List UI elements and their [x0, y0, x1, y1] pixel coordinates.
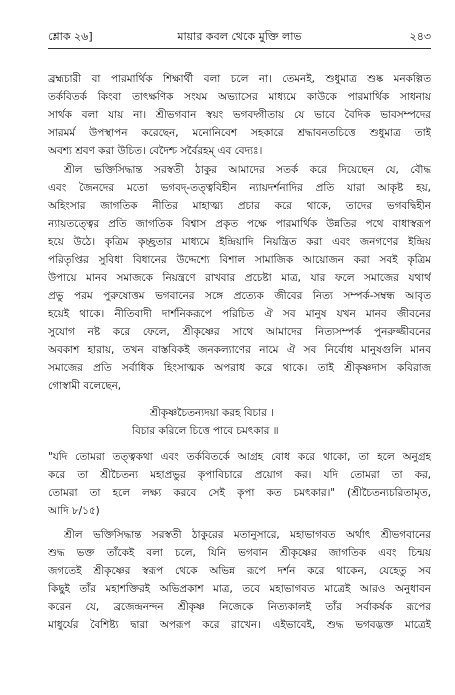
- header-rule: [48, 48, 431, 49]
- text-line: প্রভু পরম পুরুষোত্তম ভগবানের সঙ্গে প্রত্যেক জীবের নিত্য সম্পর্ক-সম্বন্ধ আবৃত: [48, 290, 431, 302]
- running-header: [48, 28, 431, 48]
- page-number: ২৪৩: [409, 30, 431, 43]
- verse-reference: শ্লোক ২৬]: [48, 30, 93, 43]
- text-line: জগতেই শ্রীকৃষ্ণের স্বরূপ থেকে অভিন্ন রূপে দর্শন করে থাকেন, যেহেতু সব: [48, 565, 431, 577]
- text-line: পরিতৃপ্তির সুবিধা বিধানের উদ্দেশ্যে বিশাল সামাজিক আয়োজন করা সবই কৃত্রিম: [48, 254, 431, 266]
- text-line: করেন যে, ব্রজেন্দ্রনন্দন শ্রীকৃষ্ণ নিজেকে নিত্যকালই তাঁর সর্বাকর্ষক রূপের: [48, 601, 431, 613]
- text-line: হয়েই থাকে। নীতিবাদী দার্শনিকরূপে পরিচিত ঐ সব মানুষ যখন মানব জীবনের: [48, 308, 431, 320]
- text-line: শ্রীল ভক্তিসিদ্ধান্ত সরস্বতী ঠাকুর আমাদের সতর্ক করে দিয়েছেন যে, বৌদ্ধ: [64, 164, 431, 176]
- text-line: সুযোগ নষ্ট করে ফেলে, শ্রীকৃষ্ণের সাথে আমাদের নিত্যসম্পর্ক পুনরুজ্জীবনের: [48, 326, 431, 338]
- text-line: অবকাশ হারায়, তখন বাস্তবিকই জনকল্যাণের নামে ঐ সব নির্বোধ মানুষগুলি মানব: [48, 344, 431, 356]
- text-line: মাধুর্যের বৈশিষ্ট্য দ্বারা অপরূপ করে রাখেন। এইভাবেই, শুদ্ধ ভগবদ্ভক্ত মাত্রেই: [48, 619, 431, 631]
- text-line: কিছুই তাঁর মহাশক্তিরই অভিপ্রকাশ মাত্র, তবে মহাভাগবত মাত্রেই আরও অনুধাবন: [48, 583, 431, 595]
- text-line: সার্থক বলা যায় না। শ্রীভগবান স্বয়ং ভগবদ্গীতায় যে ভাবে বৈদিক ভাবসম্পদের: [48, 109, 431, 121]
- text-line: এবং জৈনদের মতো ভগবদ্-তত্ত্ববিহীন ন্যায়দর্শনাদির প্রতি যারা আকৃষ্ট হয়,: [48, 182, 431, 194]
- text-line: শুদ্ধ ভক্ত তাঁকেই বলা চলে, যিনি ভগবান শ্রীকৃষ্ণের জাগতিক এবং চিন্ময়: [48, 547, 431, 559]
- text-line: উপায়ে মানব সমাজকে নিয়ন্ত্রণে রাখবার প্রচেষ্টা মাত্র, যার ফলে সমাজের যথার্থ: [48, 272, 431, 284]
- text-line: ন্যায়তত্ত্বের প্রতি জাগতিক বিশ্বাস প্রকৃত পক্ষে পারমার্থিক উন্নতির পথে বাধাস্বরূপ: [48, 218, 431, 230]
- quote-line: আদি ৮/১৫): [48, 505, 100, 517]
- quote-line: "যদি তোমরা তত্ত্বকথা এবং তর্কবিতর্কে আগ্রহ বোধ করে থাকো, তা হলে অনুগ্রহ: [48, 451, 431, 463]
- text-line: ব্রহ্মচারী বা পারমার্থিক শিক্ষার্থী বলা চলে না। তেমনই, শুধুমাত্র শুষ্ক মনকল্পিত: [48, 73, 431, 85]
- chapter-title: মায়ার কবল থেকে মুক্তি লাভ: [177, 30, 302, 43]
- text-line: তর্কবিতর্ক কিংবা তাৎক্ষণিক সংযম অভ্যাসের মাধ্যমে কাউকে পারমার্থিক সাধনায়: [48, 91, 431, 103]
- quote-line: করে তা শ্রীচৈতন্য মহাপ্রভুর কৃপাবিচারে প্রয়োগ কর। যদি তোমরা তা কর,: [48, 469, 431, 481]
- text-line: অবশ্য শ্রবণ করা উচিত। বেদৈশ্চ সর্বৈরহম্ এব বেদ্যঃ।: [48, 145, 263, 157]
- text-line: হয়ে উঠে। কৃত্রিম কৃচ্ছ্রতার মাধ্যমে ইন্দ্রিয়াদি নিয়ন্ত্রিত করা এবং জনগণের ইন্দ্রিয়: [48, 236, 431, 248]
- text-line: সারমর্ম উপস্থাপন করেছেন, মনোনিবেশ সহকারে শ্রদ্ধাবনতচিত্তে শুধুমাত্র তাই: [48, 127, 431, 139]
- text-line: সমাজের প্রতি সর্বাধিক হিংসাত্মক অপরাধ করে থাকে। তাই শ্রীকৃষ্ণদাস কবিরাজ: [48, 362, 431, 374]
- text-line: শ্রীল ভক্তিসিদ্ধান্ত সরস্বতী ঠাকুরের মতানুসারে, মহাভাগবত অর্থাৎ শ্রীভগবানের: [64, 529, 431, 541]
- text-line: গোস্বামী বলেছেন,: [48, 380, 122, 392]
- quote-line: তোমরা তা হলে লক্ষ্য করবে সেই কৃপা কত চমৎকার।" (শ্রীচৈতন্যচরিতামৃত,: [48, 487, 431, 499]
- text-line: অহিংসার জাগতিক নীতির মাহাত্ম্য প্রচার করে থাকে, তাদের ভগবদ্বিহীন: [48, 200, 431, 212]
- verse-line: বিচার করিলে চিত্তে পাবে চমৎকার ॥: [132, 425, 279, 437]
- verse-line: শ্রীকৃষ্ণচৈতন্যদয়া করহ বিচার ।: [150, 407, 274, 419]
